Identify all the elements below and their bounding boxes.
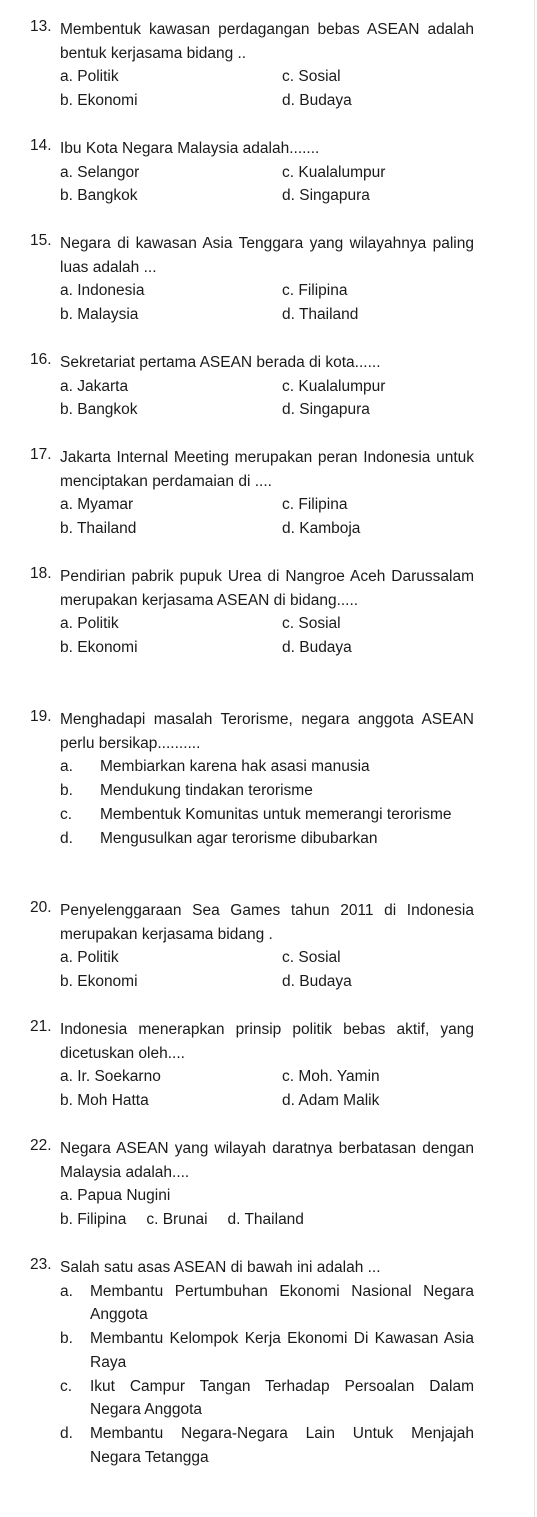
option-d[interactable]: d. Adam Malik xyxy=(282,1092,380,1110)
option-c[interactable] xyxy=(60,1375,474,1422)
option-a[interactable]: a. Myamar xyxy=(60,496,134,514)
option-c[interactable]: c. Sosial xyxy=(282,615,341,633)
option-c[interactable]: c. Filipina xyxy=(282,496,348,514)
option-c[interactable]: c. Brunai xyxy=(146,1211,208,1229)
option-d[interactable]: d. Thailand xyxy=(227,1211,304,1229)
question-text: Penyelenggaraan Sea Games tahun 2011 di Indonesia merupakan kerjasama bidang . xyxy=(60,902,474,943)
question-number: 14. xyxy=(30,137,52,154)
question-number: 16. xyxy=(30,351,52,368)
option-text: Membantu Kelompok Kerja Ekonomi Di Kawasan Asia Raya xyxy=(90,1330,474,1371)
question-text: Negara ASEAN yang wilayah daratnya berbatasan dengan Malaysia adalah.... xyxy=(60,1140,474,1181)
question-16 xyxy=(30,351,474,422)
option-c[interactable] xyxy=(60,803,474,827)
option-text: Membentuk Komunitas untuk memerangi terorisme xyxy=(100,805,452,823)
question-number: 13. xyxy=(30,18,52,35)
option-d[interactable] xyxy=(60,1422,474,1469)
option-letter: b. xyxy=(60,1330,73,1348)
option-c[interactable]: c. Sosial xyxy=(282,68,341,86)
page-edge xyxy=(534,0,535,1517)
option-d[interactable]: d. Budaya xyxy=(282,92,352,110)
option-text: Mengusulkan agar terorisme dibubarkan xyxy=(100,829,378,847)
option-a[interactable]: a. Jakarta xyxy=(60,377,129,395)
option-a[interactable]: a. Politik xyxy=(60,68,119,86)
question-number: 15. xyxy=(30,232,52,249)
question-15 xyxy=(30,232,474,327)
option-c[interactable]: c. Moh. Yamin xyxy=(282,1068,380,1086)
option-a[interactable]: a. Ir. Soekarno xyxy=(60,1068,161,1086)
option-c[interactable]: c. Kualalumpur xyxy=(282,163,386,181)
question-text: Pendirian pabrik pupuk Urea di Nangroe Aceh Darussalam merupakan kerjasama ASEAN di bidang..... xyxy=(60,568,474,609)
option-d[interactable]: d. Kamboja xyxy=(282,520,361,538)
option-a[interactable] xyxy=(60,1280,474,1327)
question-text: Indonesia menerapkan prinsip politik bebas aktif, yang dicetuskan oleh.... xyxy=(60,1021,474,1062)
option-b[interactable]: b. Bangkok xyxy=(60,401,138,419)
question-number: 19. xyxy=(30,708,52,725)
option-b[interactable]: b. Malaysia xyxy=(60,306,139,324)
question-text: Ibu Kota Negara Malaysia adalah....... xyxy=(60,140,320,157)
question-22 xyxy=(30,1137,474,1232)
question-text: Jakarta Internal Meeting merupakan peran Indonesia untuk menciptakan perdamaian di .... xyxy=(60,449,474,490)
question-number: 22. xyxy=(30,1137,52,1154)
question-text: Negara di kawasan Asia Tenggara yang wilayahnya paling luas adalah ... xyxy=(60,235,474,276)
option-d[interactable]: d. Thailand xyxy=(282,306,359,324)
option-a[interactable]: a. Politik xyxy=(60,949,119,967)
question-number: 18. xyxy=(30,565,52,582)
option-letter: a. xyxy=(60,1282,73,1300)
option-letter: d. xyxy=(60,1424,73,1442)
option-a[interactable]: a. Indonesia xyxy=(60,282,145,300)
option-a[interactable] xyxy=(60,755,474,779)
option-text: Membantu Negara-Negara Lain Untuk Menjajah Negara Tetangga xyxy=(90,1424,474,1466)
option-b[interactable]: b. Ekonomi xyxy=(60,973,138,991)
question-23 xyxy=(30,1256,474,1469)
option-letter: b. xyxy=(60,782,73,800)
option-d[interactable]: d. Singapura xyxy=(282,187,370,205)
option-a[interactable]: a. Politik xyxy=(60,615,119,633)
question-text: Menghadapi masalah Terorisme, negara anggota ASEAN perlu bersikap.......... xyxy=(60,711,474,752)
option-d[interactable]: d. Budaya xyxy=(282,973,352,991)
option-d[interactable] xyxy=(60,827,474,851)
question-number: 20. xyxy=(30,899,52,916)
option-b[interactable]: b. Ekonomi xyxy=(60,92,138,110)
option-letter: c. xyxy=(60,1377,73,1395)
question-20 xyxy=(30,899,474,994)
option-c[interactable]: c. Sosial xyxy=(282,949,341,967)
question-number: 21. xyxy=(30,1018,52,1035)
option-b[interactable] xyxy=(60,1327,474,1374)
question-text: Sekretariat pertama ASEAN berada di kota...... xyxy=(60,354,381,371)
question-number: 23. xyxy=(30,1256,52,1273)
option-b[interactable] xyxy=(60,779,474,803)
option-d[interactable]: d. Budaya xyxy=(282,639,352,657)
option-b[interactable]: b. Ekonomi xyxy=(60,639,138,657)
option-text: Ikut Campur Tangan Terhadap Persoalan Dalam Negara Anggota xyxy=(90,1377,474,1419)
question-19 xyxy=(30,708,474,850)
question-14 xyxy=(30,137,474,208)
option-letter: c. xyxy=(60,805,73,823)
question-17 xyxy=(30,446,474,541)
option-a[interactable]: a. Papua Nugini xyxy=(60,1187,171,1205)
option-a[interactable]: a. Selangor xyxy=(60,163,140,181)
option-b[interactable]: b. Filipina xyxy=(60,1211,127,1229)
option-d[interactable]: d. Singapura xyxy=(282,401,370,419)
option-b[interactable]: b. Moh Hatta xyxy=(60,1092,149,1110)
question-text: Salah satu asas ASEAN di bawah ini adalah ... xyxy=(60,1259,381,1276)
option-text: Mendukung tindakan terorisme xyxy=(100,782,313,800)
option-b[interactable]: b. Bangkok xyxy=(60,187,138,205)
question-21 xyxy=(30,1018,474,1113)
question-number: 17. xyxy=(30,446,52,463)
option-letter: d. xyxy=(60,829,73,847)
option-c[interactable]: c. Filipina xyxy=(282,282,348,300)
option-letter: a. xyxy=(60,758,73,776)
question-18 xyxy=(30,565,474,660)
option-c[interactable]: c. Kualalumpur xyxy=(282,377,386,395)
option-b[interactable]: b. Thailand xyxy=(60,520,137,538)
question-13 xyxy=(30,18,474,113)
option-text: Membiarkan karena hak asasi manusia xyxy=(100,758,370,776)
option-text: Membantu Pertumbuhan Ekonomi Nasional Negara Anggota xyxy=(90,1282,474,1324)
question-text: Membentuk kawasan perdagangan bebas ASEAN adalah bentuk kerjasama bidang .. xyxy=(60,21,474,62)
